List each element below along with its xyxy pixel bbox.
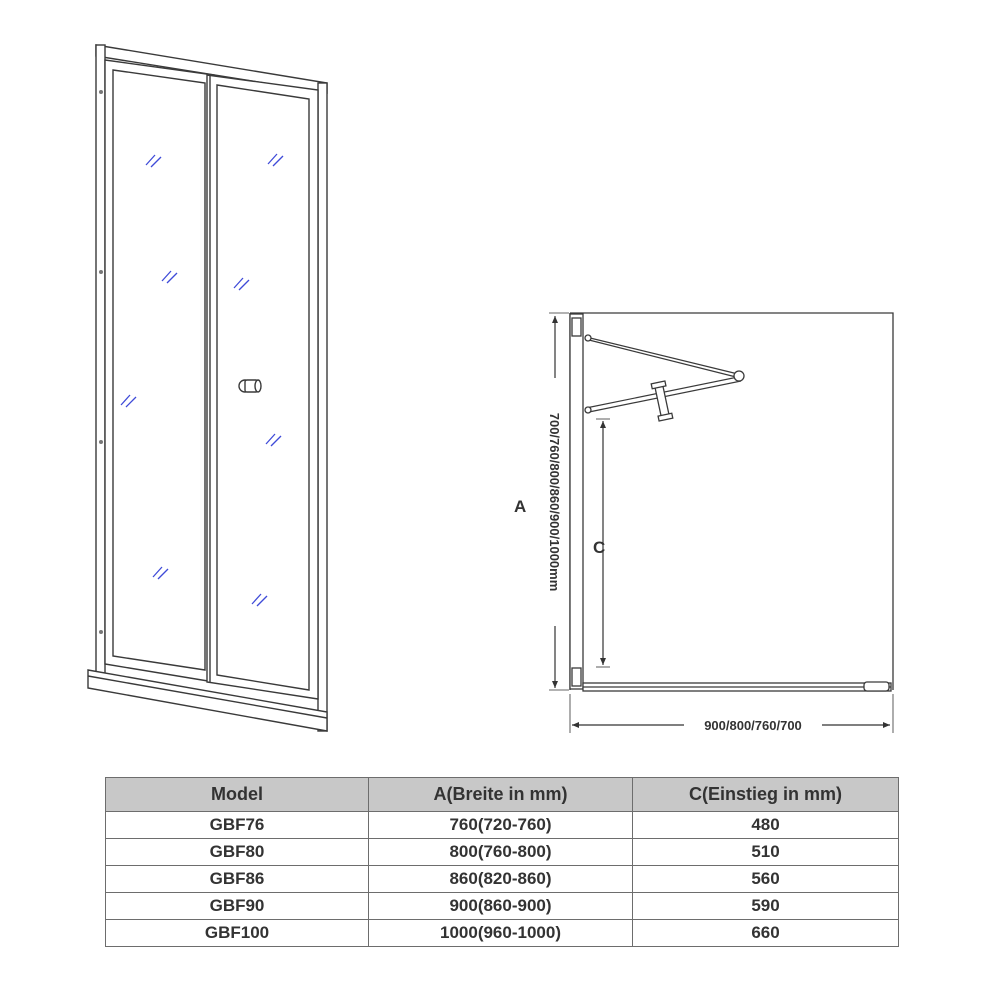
cell-model: GBF80 [106,839,369,866]
table-row [106,920,899,947]
cell-width: 900(860-900) [369,893,633,920]
label-c: C [593,538,606,557]
table-row [106,812,899,839]
cell-model: GBF86 [106,866,369,893]
top-view-knob-icon [651,381,673,421]
dimension-lines [549,313,893,733]
front-view [88,45,327,731]
door-knob-icon [239,380,261,392]
cell-width: 800(760-800) [369,839,633,866]
top-view [570,313,893,691]
depth-dimension-label: 700/760/800/860/900/1000mm [547,412,562,592]
door-panel-left-glass [113,70,205,670]
column-header-entry: C(Einstieg in mm) [633,778,899,812]
cell-width: 1000(960-1000) [369,920,633,947]
cell-model: GBF76 [106,812,369,839]
cell-entry: 480 [633,812,899,839]
wall-profile [570,314,583,689]
table-row [106,893,899,920]
table-header-row [106,778,899,812]
cell-entry: 510 [633,839,899,866]
width-dimension-label: 900/800/760/700 [704,718,802,733]
column-header-width: A(Breite in mm) [369,778,633,812]
enclosure-outline [570,313,893,690]
table-row [106,866,899,893]
table-row [106,839,899,866]
cell-model: GBF90 [106,893,369,920]
door-right-profile [318,83,327,731]
cell-entry: 660 [633,920,899,947]
cell-width: 760(720-760) [369,812,633,839]
panel-hinge-point [734,371,744,381]
door-left-profile [96,45,105,677]
spec-table [105,777,899,947]
cell-entry: 590 [633,893,899,920]
cell-entry: 560 [633,866,899,893]
cell-model: GBF100 [106,920,369,947]
label-a: A [514,497,527,516]
folded-panel-upper [586,337,738,374]
cell-width: 860(820-860) [369,866,633,893]
column-header-model: Model [106,778,369,812]
